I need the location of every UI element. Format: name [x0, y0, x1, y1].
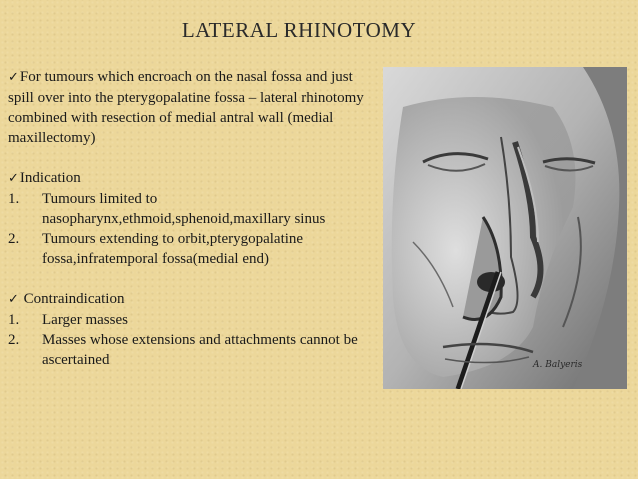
list-item: 1. Tumours limited to nasopharynx,ethmoid,sphenoid,maxillary sinus: [8, 191, 326, 227]
indication-heading: ✓Indication: [8, 170, 81, 186]
contraindication-heading: ✓ Contraindication: [8, 291, 125, 307]
intro-paragraph: [8, 67, 373, 148]
checkmark-icon: ✓: [8, 171, 19, 186]
slide-body: [8, 67, 373, 370]
surgical-illustration: [383, 67, 627, 389]
list-item: 1. Larger masses: [8, 312, 128, 328]
list-item: 2. Masses whose extensions and attachments cannot be ascertained: [8, 332, 358, 368]
face-drawing: [383, 67, 627, 389]
checkmark-icon: ✓: [8, 292, 19, 307]
checkmark-icon: ✓: [8, 70, 19, 85]
artist-signature: A. Balyeris: [533, 360, 583, 370]
indication-list: [8, 189, 373, 269]
intro-text: For tumours which encroach on the nasal fossa and just spill over into the pterygopalatine fossa – lateral rhinotomy combined with resection of medial antral wall (medial maxillectomy): [8, 69, 364, 146]
contraindication-list: [8, 310, 373, 370]
list-item: 2. Tumours extending to orbit,pterygopalatine fossa,infratemporal fossa(medial end): [8, 231, 304, 267]
slide-title: LATERAL RHINOTOMY: [181, 18, 417, 42]
